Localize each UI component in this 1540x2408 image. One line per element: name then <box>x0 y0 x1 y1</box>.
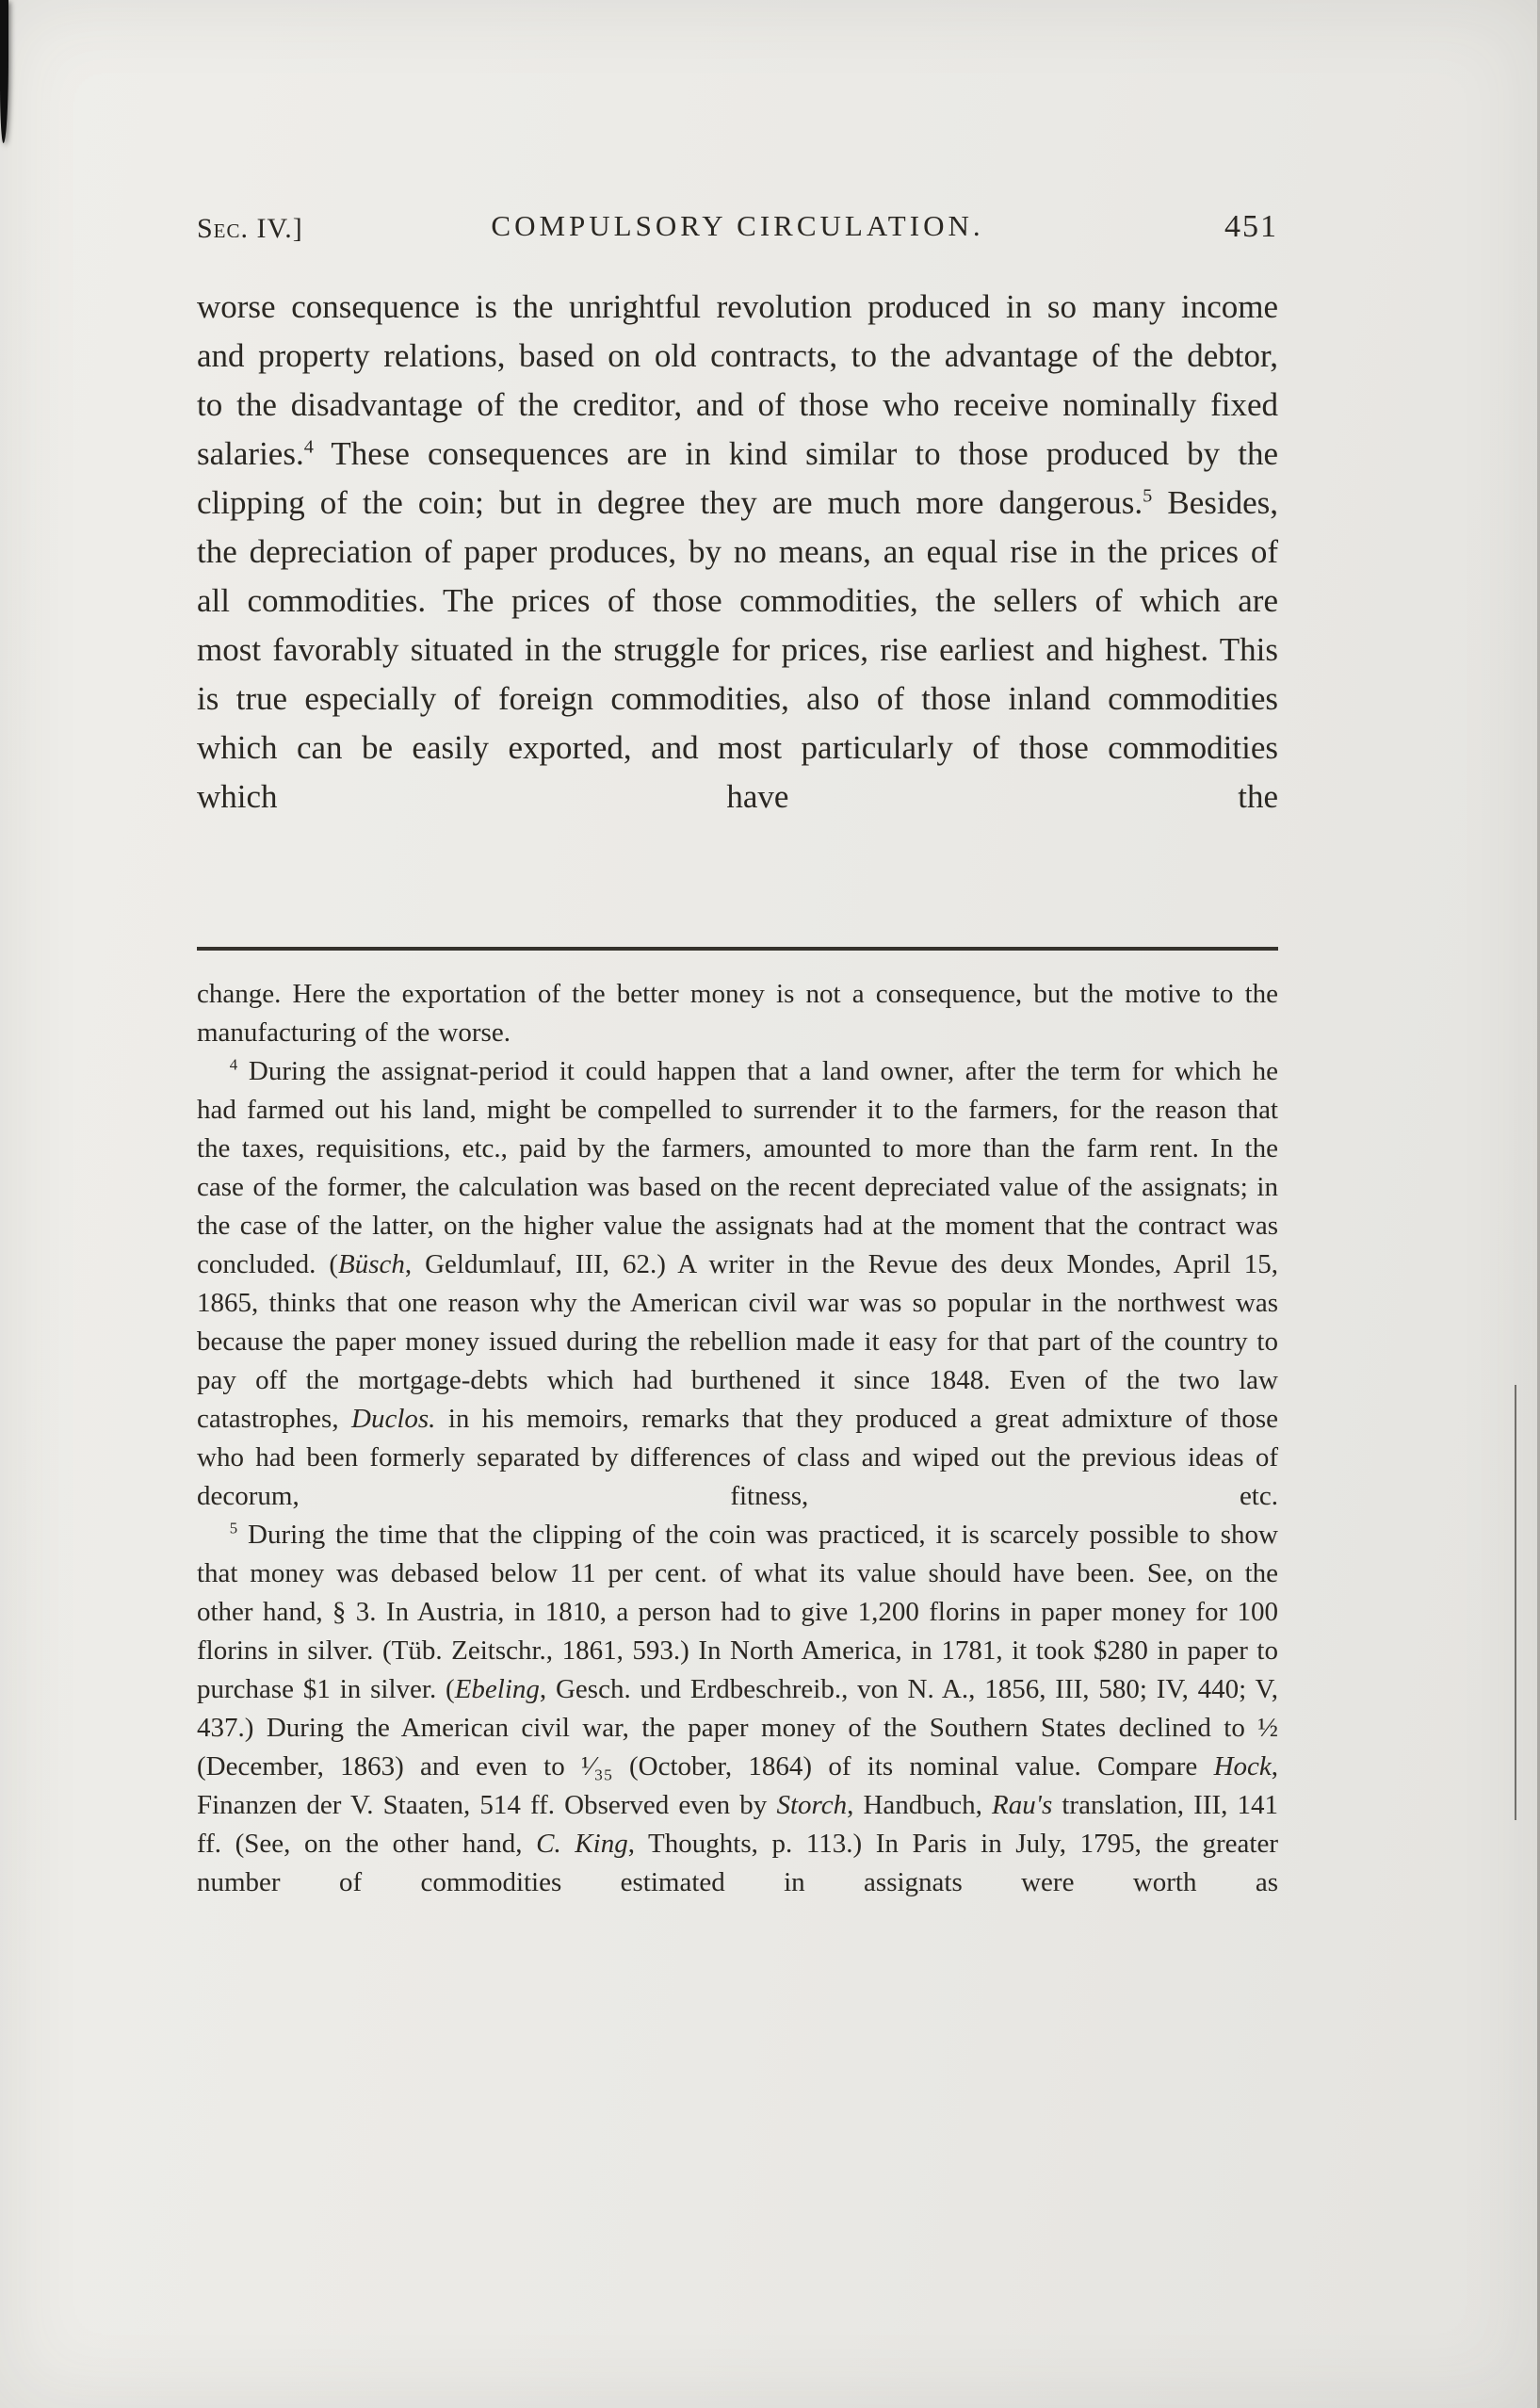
scan-artifact-right-line <box>1515 1385 1516 1820</box>
section-label: Sec. IV.] <box>197 213 303 244</box>
page-number: 451 <box>1224 209 1278 244</box>
footnote-4: $^4$ During the assignat-period it could happen that a land owner, after the term for which he had farmed out his land, might be compelled to surrender it to the farmers, for the reason that the taxes, requisitions, etc., paid by the farmers, amounted to more than the farm rent. In the case of the former, the calculation was based on the recent depreciated value of the assignats; in the case of the latter, on the higher value the assignats had at the moment that the contract was concluded. (Büsch, Geldumlauf, III, 62.) A writer in the Revue des deux Mondes, April 15, 1865, thinks that one reason why the American civil war was so popular in the northwest was because the paper money issued during the rebellion made it easy for that part of the country to pay off the mortgage-debts which had burthened it since 1848. Even of the two law catastrophes, Duclos. in his memoirs, remarks that they produced a great admixture of those who had been formerly separated by differences of class and wiped out the previous ideas of decorum, fitness, etc. <box>197 1055 1278 1511</box>
footnote-5: $^5$ During the time that the clipping of the coin was practiced, it is scarcely possible to show that money was debased below 11 per cent. of what its value should have been. See, on the other hand, § 3. In Austria, in 1810, a person had to give 1,200 florins in paper money for 100 florins in silver. (Tüb. Zeitschr., 1861, 593.) In North America, in 1781, it took $280 in paper to purchase $1 in silver. (Ebeling, Gesch. und Erdbeschreib., von N. A., 1856, III, 580; IV, 440; V, 437.) During the American civil war, the paper money of the Southern States declined to ½ (December, 1863) and even to ¹⁄₃₅ (October, 1864) of its nominal value. Compare Hock, Finanzen der V. Staaten, 514 ff. Observed even by Storch, Handbuch, Rau's translation, III, 141 ff. (See, on the other hand, C. King, Thoughts, p. 113.) In Paris in July, 1795, the greater number of commodities estimated in assignats were worth as <box>197 1519 1279 1897</box>
running-title: COMPULSORY CIRCULATION. <box>491 209 984 242</box>
footnote-divider <box>197 947 1278 951</box>
footnotes-section <box>197 975 1278 1902</box>
scan-artifact-left-edge <box>0 0 8 143</box>
footnote-continuation: change. Here the exportation of the better money is not a consequence, but the motive to the manufacturing of the worse. <box>197 979 1278 1048</box>
body-paragraph: worse consequence is the unrightful revolution produced in so many income and property relations, based on old contracts, to the advantage of the debtor, to the disadvantage of the creditor, and of those who receive nominally fixed salaries.$^4$ These consequences are in kind similar to those produced by the clipping of the coin; but in degree they are much more dangerous.$^5$ Besides, the depreciation of paper produces, by no means, an equal rise in the prices of all commodities. The prices of those commodities, the sellers of which are most favorably situated in the struggle for prices, rise earliest and highest. This is true especially of foreign commodities, also of those inland commodities which can be easily exported, and most particularly of those commodities which have the <box>197 288 1278 815</box>
page-header <box>197 209 1278 254</box>
